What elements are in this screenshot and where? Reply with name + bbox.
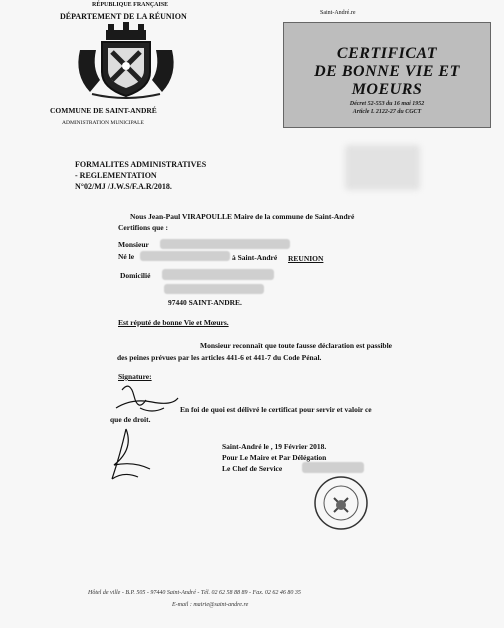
reference-number: N°02/MJ /J.W.S/F.A.R/2018. xyxy=(75,182,172,191)
certificate-decree: Décret 52-553 du 16 mai 1952 xyxy=(349,101,425,107)
intro-line2: Certifions que : xyxy=(118,223,168,232)
footer-email: E-mail : mairie@saint-andre.re xyxy=(172,602,249,608)
official-stamp xyxy=(312,474,370,532)
born-place: à Saint-André xyxy=(232,253,278,262)
born-prefix: Né le xyxy=(118,252,135,261)
warning-line1: Monsieur reconnaît que toute fausse déclaration est passible xyxy=(200,341,393,350)
reference-line1: FORMALITES ADMINISTRATIVES xyxy=(75,160,207,169)
coat-of-arms-emblem xyxy=(72,20,180,100)
certificate-title-line2: DE BONNE VIE ET xyxy=(314,63,460,80)
faith-line1: En foi de quoi est délivré le certificat pour servir et valoir ce xyxy=(180,405,372,414)
redacted-birthdate xyxy=(140,251,230,261)
footer-address: Hôtel de ville - B.P. 505 - 97440 Saint-André - Tél. 02 62 58 88 89 - Fax. 02 62 46 80 35 xyxy=(88,590,301,596)
postcode-city: 97440 SAINT-ANDRE. xyxy=(168,298,242,307)
reputation-statement: Est réputé de bonne Vie et Mœurs. xyxy=(118,318,229,327)
certificate-title-line1: CERTIFICAT xyxy=(336,45,438,62)
commune-label: COMMUNE DE SAINT-ANDRÉ xyxy=(50,106,157,115)
reference-line2: - REGLEMENTATION xyxy=(75,171,157,180)
redacted-area xyxy=(345,145,420,190)
republic-label: RÉPUBLIQUE FRANÇAISE xyxy=(92,2,169,8)
faith-line2: que de droit. xyxy=(110,415,151,424)
warning-line2: des peines prévues par les articles 441-6 et 441-7 du Code Pénal. xyxy=(117,353,322,362)
certificate-title-box xyxy=(283,22,491,128)
official-signature xyxy=(104,425,164,485)
applicant-signature xyxy=(112,378,182,418)
certificate-title-line3: MOEURS xyxy=(351,81,423,98)
born-region: REUNION xyxy=(288,254,324,263)
redacted-address-line2 xyxy=(164,284,264,294)
redacted-officer-name xyxy=(302,462,364,473)
website-label: Saint-André.re xyxy=(320,10,356,16)
for-mayor: Pour Le Maire et Par Délégation xyxy=(222,453,327,462)
monsieur-label: Monsieur xyxy=(118,240,149,249)
domicile-label: Domicilié xyxy=(120,271,151,280)
administration-label: ADMINISTRATION MUNICIPALE xyxy=(62,120,144,126)
redacted-address xyxy=(162,269,274,280)
department-label: DÉPARTEMENT DE LA RÉUNION xyxy=(60,12,187,21)
signature-label: Signature: xyxy=(118,372,152,381)
service-head: Le Chef de Service xyxy=(222,464,283,473)
place-date: Saint-André le , 19 Février 2018. xyxy=(222,442,327,451)
redacted-name xyxy=(160,239,290,249)
certificate-article: Article L 2122-27 du CGCT xyxy=(352,109,422,115)
intro-line1: Nous Jean-Paul VIRAPOULLE Maire de la commune de Saint-André xyxy=(130,212,355,221)
